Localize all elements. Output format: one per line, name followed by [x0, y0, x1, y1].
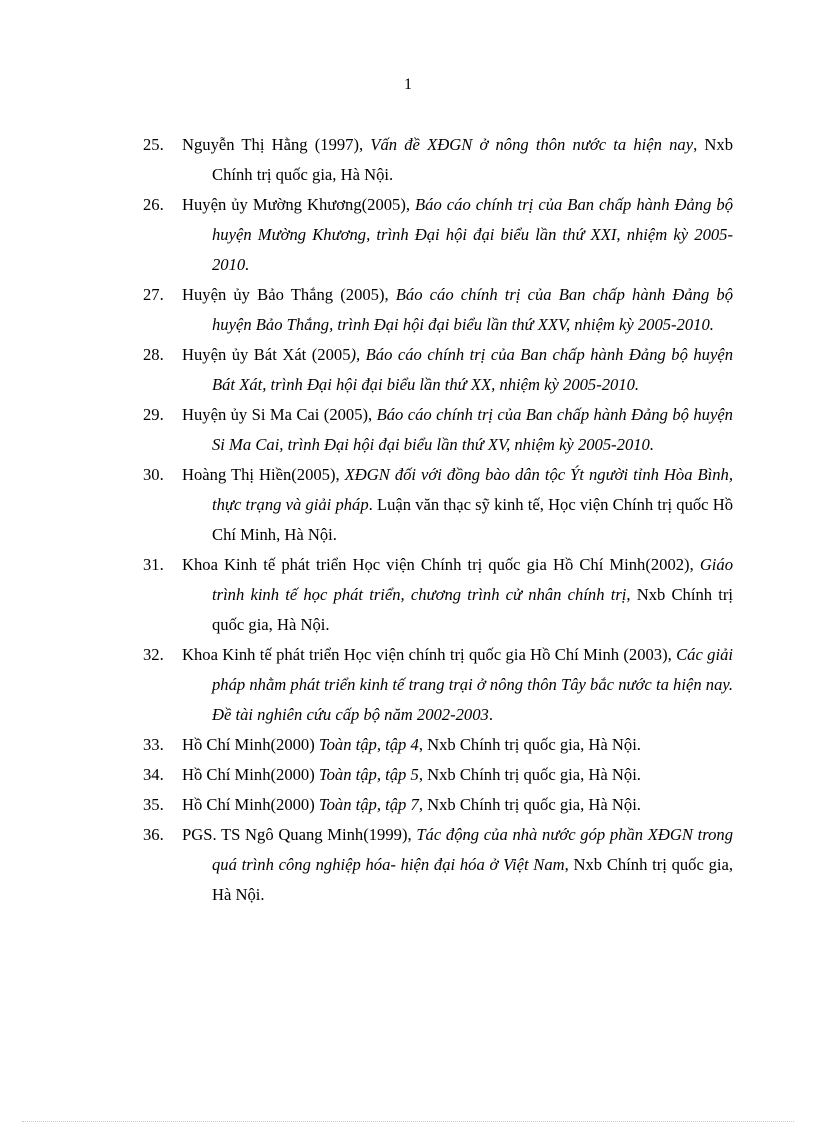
reference-number: 35. [143, 795, 164, 814]
reference-author: Hồ Chí Minh(2000) [182, 795, 319, 814]
reference-title: Toàn tập, tập 5 [318, 765, 419, 784]
reference-number: 30. [143, 465, 164, 484]
reference-details: . [488, 705, 493, 724]
reference-item [143, 280, 733, 340]
reference-author: Huyện ủy Bảo Thắng (2005), [182, 285, 396, 304]
reference-number: 28. [143, 345, 164, 364]
reference-author: Hoàng Thị Hiền(2005), [182, 465, 345, 484]
reference-item [143, 460, 733, 550]
page-number: 1 [404, 76, 412, 93]
page-bottom-divider [22, 1121, 794, 1122]
reference-author: Khoa Kinh tế phát triển Học viện chính trị quốc gia Hồ Chí Minh (2003), [182, 645, 677, 664]
reference-author: Huyện ủy Mường Khương(2005), [182, 195, 416, 214]
reference-number: 25. [143, 135, 164, 154]
reference-title: ), Báo cáo chính trị của Ban chấp hành Đảng bộ huyện Bát Xát, trình Đại hội đại biểu lần thứ XX, nhiệm kỳ 2005-2010. [212, 345, 733, 394]
reference-number: 33. [143, 735, 164, 754]
reference-list [143, 130, 733, 910]
reference-title: Toàn tập, tập 7 [318, 795, 419, 814]
reference-author: Nguyễn Thị Hằng (1997), [182, 135, 371, 154]
reference-details: , Nxb Chính trị quốc gia, Hà Nội. [418, 735, 641, 754]
reference-author: Huyện ủy Si Ma Cai (2005), [182, 405, 377, 424]
reference-details: . Luận văn thạc sỹ kinh tế, Học viện Chính trị quốc Hồ Chí Minh, Hà Nội. [212, 495, 733, 544]
reference-number: 29. [143, 405, 164, 424]
reference-title: Toàn tập, tập 4 [318, 735, 419, 754]
reference-title: Báo cáo chính trị của Ban chấp hành Đảng bộ huyện Bảo Thắng, trình Đại hội đại biểu lần thứ XXV, nhiệm kỳ 2005-2010. [212, 285, 733, 334]
reference-title: Tác động của nhà nước góp phần XĐGN trong quá trình công nghiệp hóa- hiện đại hóa ở Việt Nam [212, 825, 733, 874]
reference-author: Hồ Chí Minh(2000) [182, 765, 319, 784]
reference-number: 32. [143, 645, 164, 664]
reference-author: Khoa Kinh tế phát triển Học viện Chính trị quốc gia Hồ Chí Minh(2002), [182, 555, 700, 574]
reference-title: Báo cáo chính trị của Ban chấp hành Đảng bộ huyện Mường Khương, trình Đại hội đại biểu lần thứ XXI, nhiệm kỳ 2005-2010. [212, 195, 734, 274]
reference-title: Giáo trình kinh tế học phát triển, chương trình cử nhân chính trị [212, 555, 733, 604]
reference-number: 31. [143, 555, 164, 574]
reference-title: Các giải pháp nhằm phát triển kinh tế trang trại ở nông thôn Tây bắc nước ta hiện nay. Đề tài nghiên cứu cấp bộ năm 2002-2003 [212, 645, 733, 724]
reference-item [143, 340, 733, 400]
reference-details: , Nxb Chính trị quốc gia, Hà Nội. [212, 585, 733, 634]
reference-title: Báo cáo chính trị của Ban chấp hành Đảng bộ huyện Si Ma Cai, trình Đại hội đại biểu lần thứ XV, nhiệm kỳ 2005-2010. [212, 405, 733, 454]
reference-details: , Nxb Chính trị quốc gia, Hà Nội. [418, 795, 641, 814]
reference-number: 34. [143, 765, 164, 784]
reference-item [143, 550, 733, 640]
reference-item [143, 130, 733, 190]
reference-item [143, 640, 733, 730]
reference-number: 26. [143, 195, 164, 214]
reference-author: Huyện ủy Bát Xát (2005 [182, 345, 351, 364]
reference-details: , Nxb Chính trị quốc gia, Hà Nội. [212, 135, 734, 184]
reference-title: XĐGN đối với đồng bào dân tộc Ýt người tỉnh Hòa Bình, thực trạng và giải pháp [212, 465, 733, 514]
reference-item [143, 730, 733, 760]
reference-item [143, 400, 733, 460]
reference-author: Hồ Chí Minh(2000) [182, 735, 319, 754]
reference-item [143, 190, 733, 280]
reference-item [143, 820, 733, 910]
reference-item [143, 760, 733, 790]
reference-title: Vấn đề XĐGN ở nông thôn nước ta hiện nay [370, 135, 694, 154]
reference-details: , Nxb Chính trị quốc gia, Hà Nội. [418, 765, 641, 784]
reference-details: , Nxb Chính trị quốc gia, Hà Nội. [212, 855, 733, 904]
reference-item [143, 790, 733, 820]
reference-number: 27. [143, 285, 164, 304]
reference-author: PGS. TS Ngô Quang Minh(1999), [182, 825, 417, 844]
reference-number: 36. [143, 825, 164, 844]
